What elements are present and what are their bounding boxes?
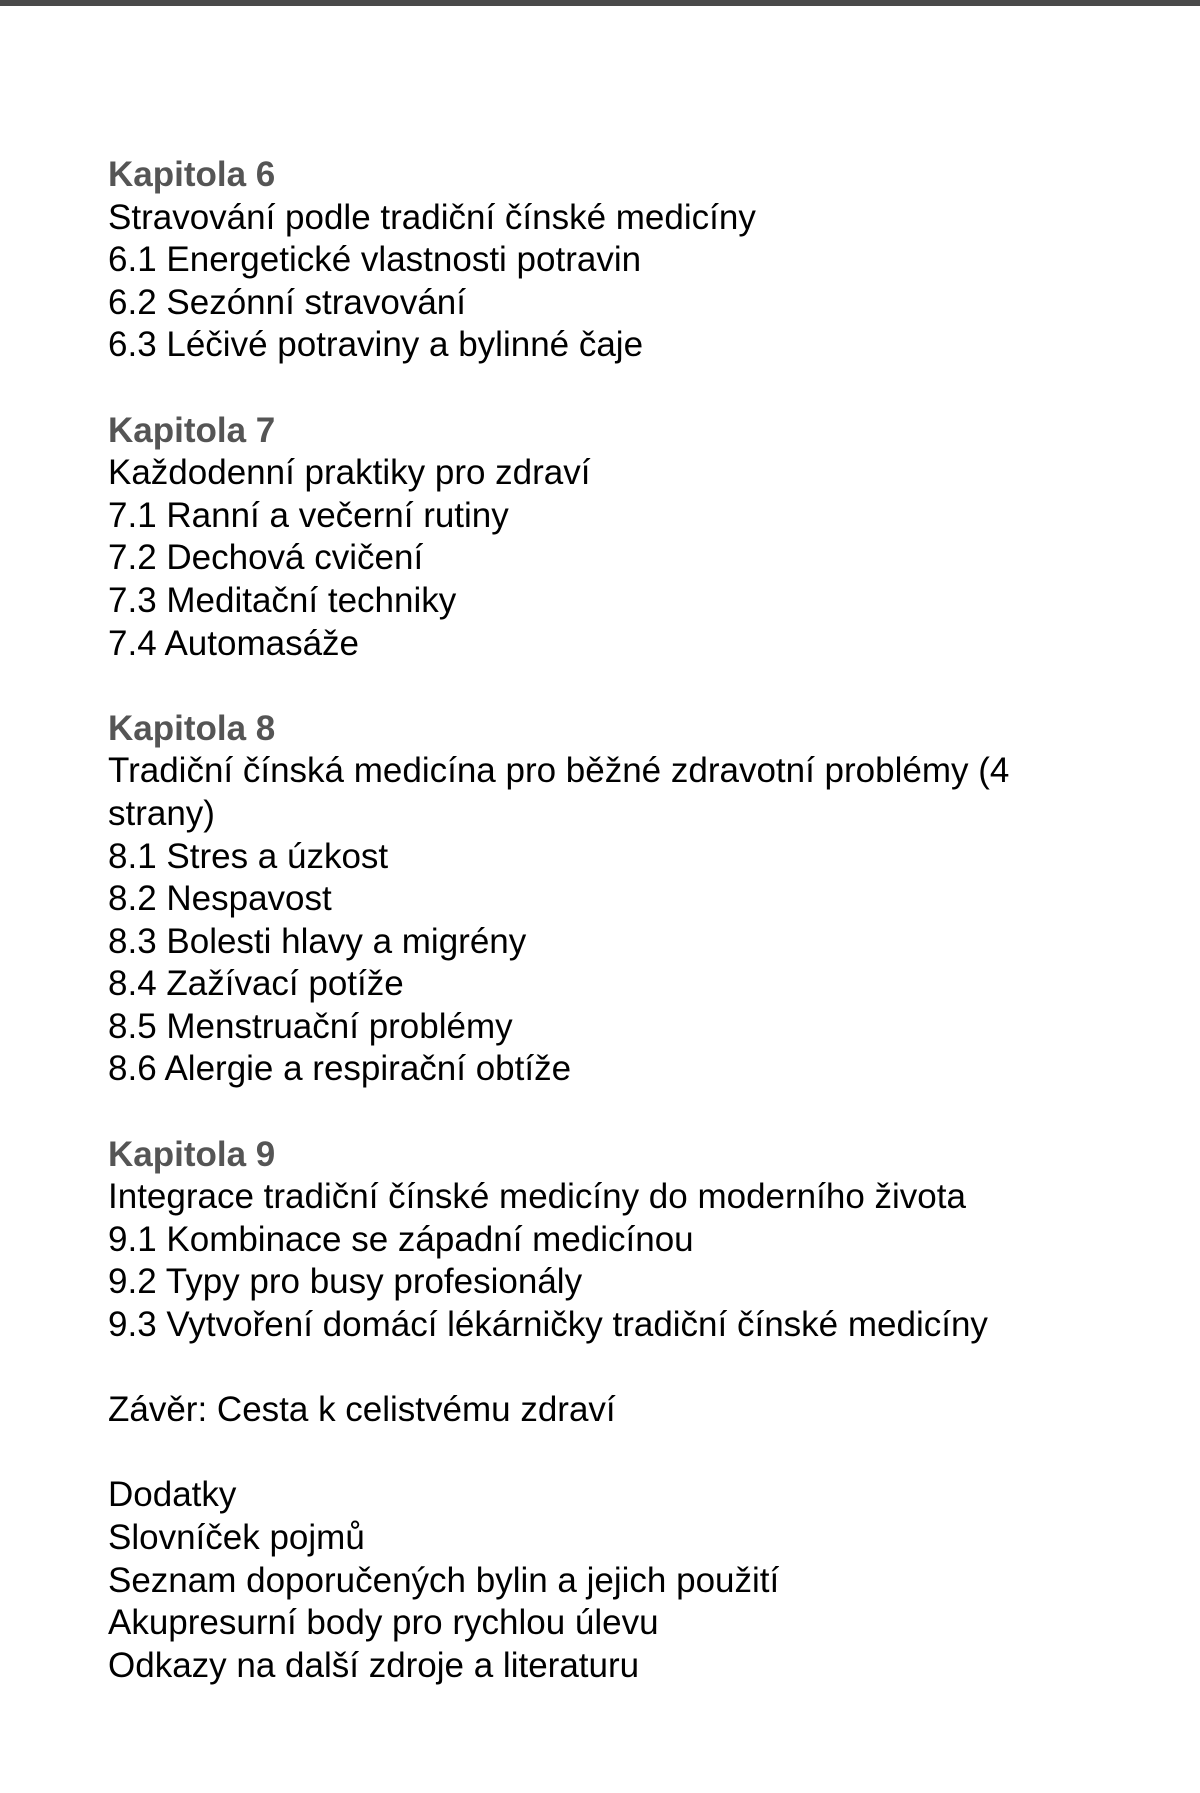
chapter-title: Tradiční čínská medicína pro běžné zdravotní problémy (4 strany): [108, 751, 1010, 833]
chapter-item: 9.1 Kombinace se západní medicínou: [108, 1219, 694, 1259]
chapter-item: 9.2 Typy pro busy profesionály: [108, 1262, 583, 1302]
chapter-item: 8.2 Nespavost: [108, 879, 332, 919]
chapter-item: 8.3 Bolesti hlavy a migrény: [108, 921, 527, 961]
chapter-heading: Kapitola 6: [108, 155, 276, 194]
chapter-heading: Kapitola 8: [108, 708, 276, 748]
appendix-item: Seznam doporučených bylin a jejich použití: [108, 1560, 780, 1600]
chapter-heading: Kapitola 9: [108, 1134, 276, 1174]
conclusion-section: [108, 1389, 1108, 1432]
chapter-item: 7.4 Automasáže: [108, 623, 359, 663]
chapter-item: 6.2 Sezónní stravování: [108, 282, 466, 322]
appendix-item: Akupresurní body pro rychlou úlevu: [108, 1603, 659, 1643]
appendix-heading: Dodatky: [108, 1475, 237, 1515]
chapter-8-section: [108, 708, 1108, 1091]
window-top-border: [0, 0, 1200, 6]
chapter-6-section: [108, 154, 1108, 367]
chapter-9-section: [108, 1134, 1108, 1347]
chapter-title: Stravování podle tradiční čínské medicíny: [108, 197, 756, 237]
chapter-item: 7.1 Ranní a večerní rutiny: [108, 495, 509, 535]
appendix-section: [108, 1474, 1108, 1687]
chapter-item: 7.2 Dechová cvičení: [108, 538, 424, 578]
conclusion-line: Závěr: Cesta k celistvému zdraví: [108, 1390, 616, 1430]
chapter-heading: Kapitola 7: [108, 410, 276, 450]
chapter-item: 8.5 Menstruační problémy: [108, 1006, 513, 1046]
chapter-item: 8.1 Stres a úzkost: [108, 836, 389, 876]
chapter-item: 6.1 Energetické vlastnosti potravin: [108, 240, 642, 280]
chapter-7-section: [108, 410, 1108, 666]
chapter-item: 9.3 Vytvoření domácí lékárničky tradiční čínské medicíny: [108, 1305, 988, 1345]
chapter-item: 8.4 Zažívací potíže: [108, 964, 404, 1004]
chapter-title: Každodenní praktiky pro zdraví: [108, 453, 591, 493]
chapter-item: 8.6 Alergie a respirační obtíže: [108, 1049, 572, 1089]
appendix-item: Slovníček pojmů: [108, 1518, 365, 1557]
chapter-item: 7.3 Meditační techniky: [108, 580, 457, 620]
chapter-item: 6.3 Léčivé potraviny a bylinné čaje: [108, 325, 644, 365]
document-page: [108, 154, 1108, 1730]
chapter-title: Integrace tradiční čínské medicíny do moderního života: [108, 1177, 966, 1217]
appendix-item: Odkazy na další zdroje a literaturu: [108, 1645, 640, 1685]
